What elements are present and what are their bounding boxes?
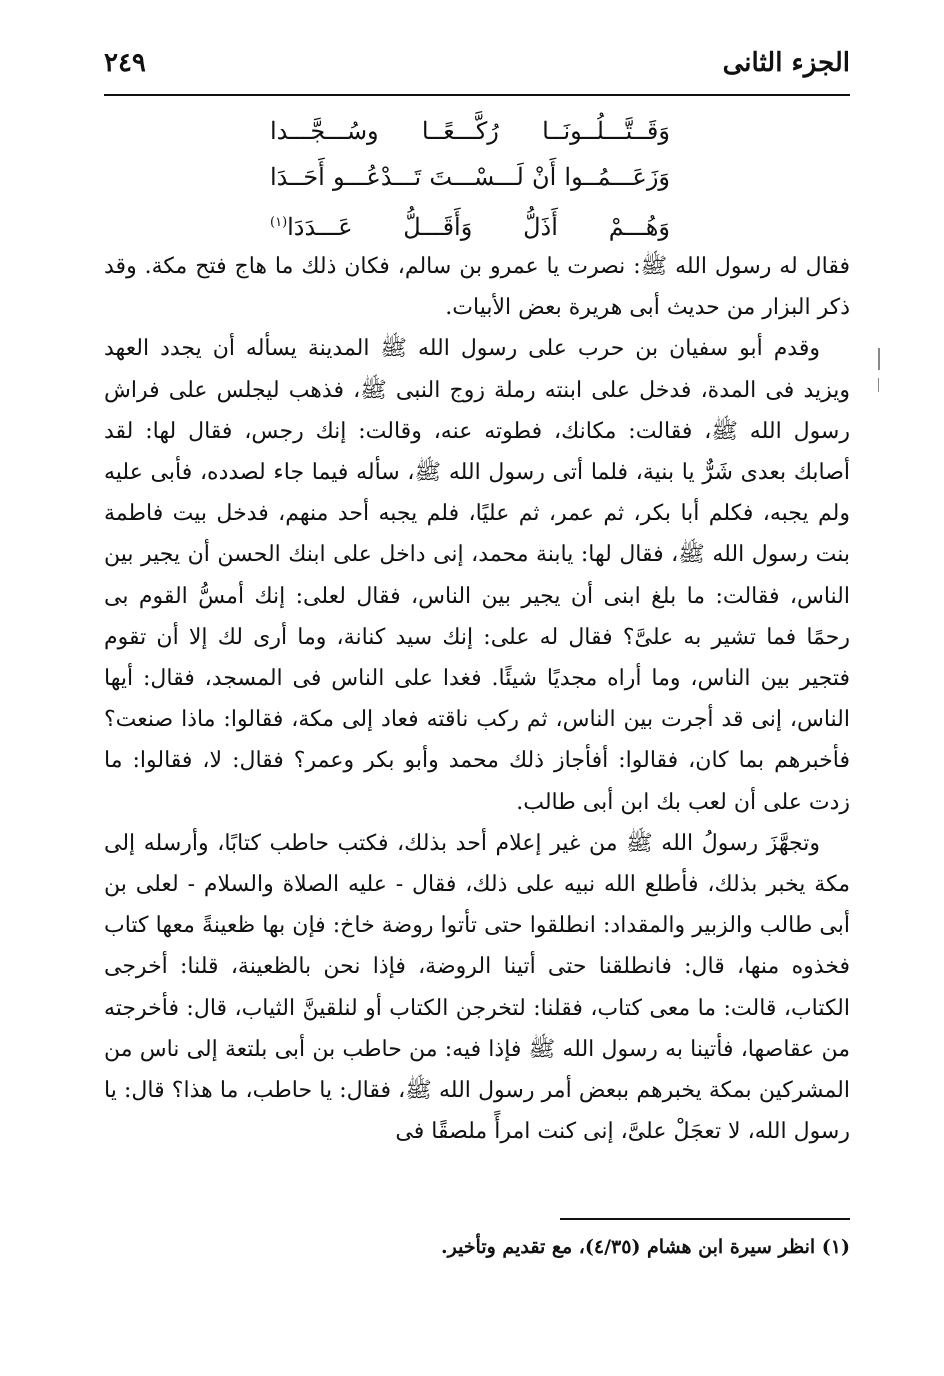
poem-verse-3 xyxy=(270,200,670,246)
poem-verse-3-text: وَهُـــمْ أَذَلُّ وَأَقَـــلُّ عَـــدَدَا xyxy=(287,213,670,241)
footnote-marker: (١) xyxy=(270,215,288,230)
footnote-rule xyxy=(560,1218,850,1220)
poem xyxy=(270,108,670,246)
header-rule xyxy=(104,94,850,96)
paragraph-3: وتجهَّزَ رسولُ الله ﷺ من غير إعلام أحد بذلك، فكتب حاطب كتابًا، وأرسله إلى مكة يخبر بذلك، فأطلع الله نبيه على ذلك، فقال - عليه الصلاة والسلام - لعلى بن أبى طالب والزبير والمقداد: انطلقوا حتى تأتوا روضة خاخ: فإن بها ظعينةً معها كتاب فخذوه منها، قال: فانطلقنا حتى أتينا الروضة، فإذا نحن بالظعينة، قلنا: أخرجى الكتاب، قالت: ما معى كتاب، فقلنا: لتخرجن الكتاب أو لنلقينَّ الثياب، قال: فأخرجته من عقاصها، فأتينا به رسول الله ﷺ فإذا فيه: من حاطب بن أبى بلتعة إلى ناس من المشركين بمكة يخبرهم ببعض أمر رسول الله ﷺ، فقال: يا حاطب، ما هذا؟ قال: يا رسول الله، لا تعجَلْ علىَّ، إنى كنت امرأً ملصقًا فى xyxy=(104,830,850,1145)
margin-mark xyxy=(878,348,880,370)
body-text xyxy=(104,246,850,1152)
running-title: الجزء الثانى xyxy=(722,48,850,78)
paragraph-2: وقدم أبو سفيان بن حرب على رسول الله ﷺ المدينة يسأله أن يجدد العهد ويزيد فى المدة، فدخل على ابنته رملة زوج النبى ﷺ، فذهب ليجلس على فراش رسول الله ﷺ، فقالت: مكانك، فطوته عنه، وقالت: إنك رجس، فقال لها: لقد أصابك بعدى شَرٌّ يا بنية، فلما أتى رسول الله ﷺ، سأله فيما جاء لصدده، فأبى عليه ولم يجبه، فكلم أبا بكر، ثم عمر، ثم عليًا، فلم يجبه أحد منهم، فدخل بيت فاطمة بنت رسول الله ﷺ، فقال لها: يابنة محمد، إنى داخل على ابنك الحسن أن يجير بين الناس، فقالت: ما بلغ ابنى أن يجير بين الناس، فقال لعلى: إنك أمسُّ القوم بى رحمًا فما تشير به علىَّ؟ فقال له على: إنك سيد كنانة، وما أرى لك إلا أن تقوم فتجير بين الناس، وما أراه مجديًا شيئًا. فغدا على الناس فى المسجد، فقال: أيها الناس، إنى قد أجرت بين الناس، ثم ركب ناقته فعاد إلى مكة، فقالوا: ماذا صنعت؟ فأخبرهم بما كان، فقالوا: أفأجاز ذلك محمد وأبو بكر وعمر؟ فقال: لا، فقالوا: ما زدت على أن لعب بك ابن أبى طالب. xyxy=(104,336,850,815)
footnote: (١) انظر سيرة ابن هشام (٤/٣٥)، مع تقديم وتأخير. xyxy=(440,1236,850,1258)
margin-mark xyxy=(878,378,879,392)
paragraph-1: فقال له رسول الله ﷺ: نصرت يا عمرو بن سالم، فكان ذلك ما هاج فتح مكة. وقد ذكر البزار من حديث أبى هريرة بعض الأبيات. xyxy=(104,254,850,321)
running-head xyxy=(104,48,850,88)
page-number: ٢٤٩ xyxy=(104,48,146,78)
poem-verse-2: وَزَعَـــمُــوا أَنْ لَـــسْـــتَ تَـــدْعُـــو أَحَــدَا xyxy=(270,163,670,191)
poem-verse-1: وَقَــتَّـــلُــونَــا رُكَّـــعًــا وسُـــجَّـــدا xyxy=(270,117,670,145)
